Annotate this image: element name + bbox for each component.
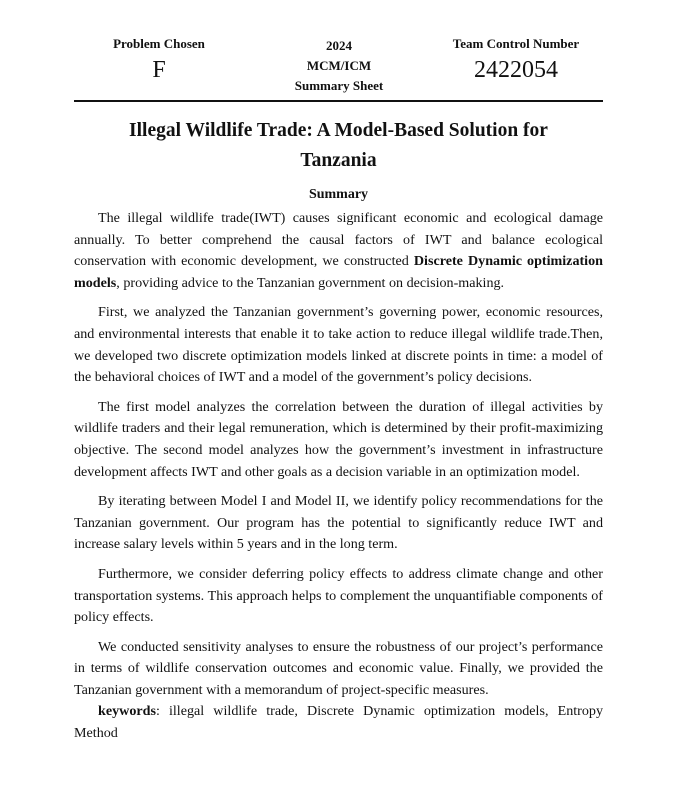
team-control-number: 2422054 [474,57,558,83]
team-control-label: Team Control Number [452,36,580,51]
summary-body [74,208,603,753]
paragraph-intro [74,208,603,294]
problem-chosen-value: F [152,57,166,83]
paper-title-line-2: Tanzania [300,150,377,171]
paragraph-analysis: First, we analyzed the Tanzanian government’s governing power, economic resources, and environmental interests that enable it to take action to reduce illegal wildlife trade.Then, we developed two discrete optimization models linked at discrete points in time: a model of the behavioral choices of IWT and a model of the government’s policy decisions. [74,304,603,386]
summary-heading: Summary [308,187,369,202]
paper-title-line-1: Illegal Wildlife Trade: A Model-Based Solution for [129,120,548,141]
paragraph-intro-text-b: , providing advice to the Tanzanian government on decision-making. [116,274,505,291]
paragraph-models: The first model analyzes the correlation between the duration of illegal activities by wildlife traders and their legal remuneration, which is determined by their profit-maximizing objective. The second model analyzes how the government’s investment in infrastructure development affects IWT and other goals as a decision variable in an optimization model. [74,398,603,480]
contest-name: MCM/ICM [306,58,372,73]
header-rule [74,100,603,102]
contest-block [264,36,414,96]
problem-chosen-block [74,36,244,84]
contest-year: 2024 [326,38,352,53]
paragraph-intro-bold: Discrete Dynamic optimization models [74,253,603,291]
paragraph-iteration: By iterating between Model I and Model II, we identify policy recommendations for the Tanzanian government. Our program has the potential to significantly reduce IWT and increase salary levels within 5 years and in the long term. [74,493,603,553]
team-control-block [429,36,603,84]
paragraph-extensions: Furthermore, we consider deferring policy effects to address climate change and other transportation systems. This approach helps to complement the unquantifiable components of policy effects. [74,565,603,626]
summary-sheet-header [74,36,603,98]
paragraph-sensitivity: We conducted sensitivity analyses to ensure the robustness of our project’s performance in terms of wildlife conservation outcomes and economic value. Finally, we provided the Tanzanian government with a memorandum of project-specific measures. [74,638,603,698]
keywords-label: keywords [98,703,156,720]
problem-chosen-label: Problem Chosen [113,36,205,51]
paragraph-intro-text-a: The illegal wildlife trade(IWT) causes significant economic and ecological damage annually. To better comprehend the causal factors of IWT and balance ecological conservation with economic development, we constructed [74,210,603,270]
summary-sheet-label: Summary Sheet [294,78,384,93]
keywords-text: : illegal wildlife trade, Discrete Dynamic optimization models, Entropy Method [74,703,603,742]
paper-title [74,116,603,176]
keywords-line [74,701,603,744]
